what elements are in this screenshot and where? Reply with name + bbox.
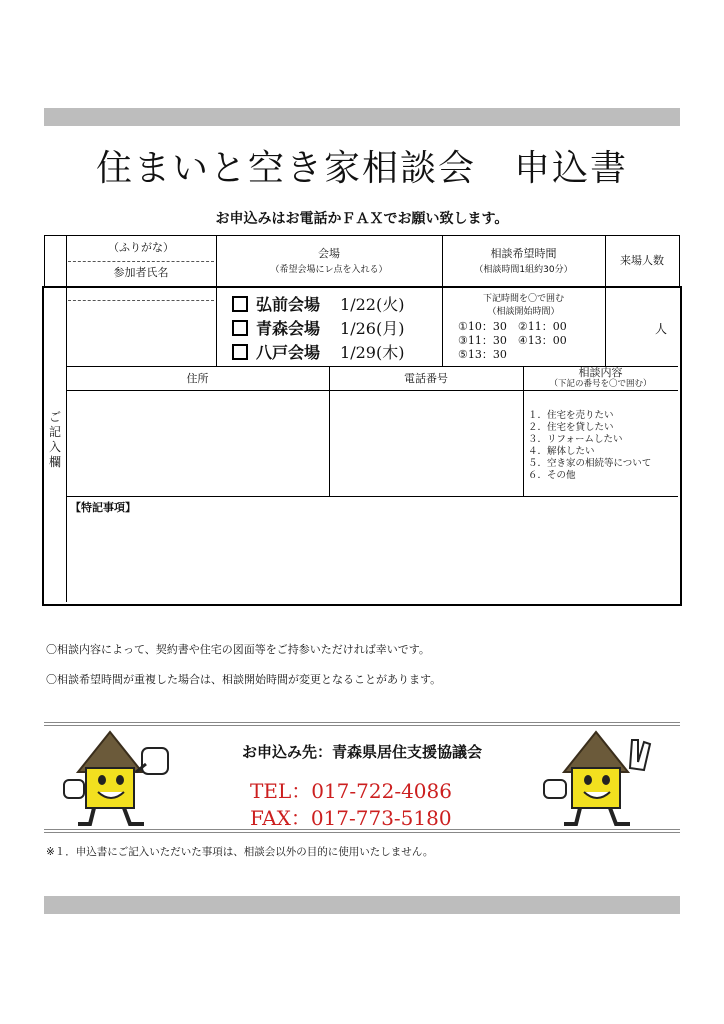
note-2: 〇相談希望時間が重複した場合は、相談開始時間が変更となることがあります。 xyxy=(46,673,442,686)
consult-topic[interactable]: ６．その他 xyxy=(528,470,576,481)
side-label: ご記入欄 xyxy=(48,410,61,469)
contact-title: お申込み先：青森県居住支援協議会 xyxy=(241,743,482,761)
time-slot-row-1[interactable]: ①10：30 ②11：00 xyxy=(458,320,567,333)
remarks-field[interactable] xyxy=(70,516,674,598)
venue-date: 1/22(火) xyxy=(340,295,405,314)
venue-date: 1/26(月) xyxy=(340,319,405,338)
name-header: 参加者氏名 xyxy=(113,266,169,279)
contact-fax: FAX：017-773-5180 xyxy=(250,806,452,830)
house-mascot-right-icon xyxy=(540,728,660,828)
venue-option-1[interactable] xyxy=(232,292,404,315)
attendee-count-field[interactable] xyxy=(608,292,652,362)
venue-date: 1/29(木) xyxy=(340,343,405,362)
name-field[interactable] xyxy=(70,304,212,362)
consult-topic[interactable]: ３．リフォームしたい xyxy=(528,434,623,445)
phone-field[interactable] xyxy=(333,394,519,492)
remarks-label: 【特記事項】 xyxy=(70,501,136,514)
venue-option-2[interactable] xyxy=(232,316,404,339)
time-header: 相談希望時間 xyxy=(490,247,557,260)
page-title: 住まいと空き家相談会 申込書 xyxy=(95,148,628,189)
bottom-bar xyxy=(44,896,680,914)
contact-tel: TEL：017-722-4086 xyxy=(250,779,452,803)
checkbox-icon[interactable] xyxy=(232,320,248,336)
address-header: 住所 xyxy=(186,372,209,385)
subtitle: お申込みはお電話かＦＡＸでお願い致します。 xyxy=(215,211,509,227)
furigana-header: （ふりがな） xyxy=(108,241,174,254)
privacy-note: ※１．申込書にご記入いただいた事項は、相談会以外の目的に使用いたしません。 xyxy=(46,846,434,858)
attendee-unit: 人 xyxy=(655,322,668,336)
house-mascot-left-icon xyxy=(58,728,178,828)
consult-topic-list xyxy=(528,410,651,482)
consult-topic[interactable]: １．住宅を売りたい xyxy=(528,410,614,421)
time-slot-row-2[interactable]: ③11：30 ④13：00 xyxy=(458,334,567,347)
consult-note: （下記の番号を〇で囲む） xyxy=(549,379,652,389)
venue-name: 八戸会場 xyxy=(256,343,321,362)
time-note: （相談時間1組約30分） xyxy=(474,265,573,275)
venue-name: 弘前会場 xyxy=(256,295,321,314)
top-bar xyxy=(44,108,680,126)
checkbox-icon[interactable] xyxy=(232,296,248,312)
venue-header: 会場 xyxy=(318,247,340,260)
consult-header: 相談内容 xyxy=(578,366,623,379)
consult-topic[interactable]: ５．空き家の相続等について xyxy=(528,458,652,469)
time-instruction: 下記時間を〇で囲む xyxy=(482,294,564,304)
time-instruction-sub: （相談開始時間） xyxy=(487,307,560,317)
consult-topic[interactable]: ２．住宅を貸したい xyxy=(528,422,614,433)
time-slot-row-3[interactable]: ⑤13：30 xyxy=(458,348,507,361)
phone-header: 電話番号 xyxy=(404,372,448,385)
venue-note: （希望会場にレ点を入れる） xyxy=(270,265,388,275)
venue-option-3[interactable] xyxy=(232,340,404,363)
attendees-header: 来場人数 xyxy=(620,254,664,267)
note-1: 〇相談内容によって、契約書や住宅の図面等をご持参いただければ幸いです。 xyxy=(46,643,430,656)
venue-name: 青森会場 xyxy=(256,319,321,338)
address-field[interactable] xyxy=(70,394,325,492)
consult-topic[interactable]: ４．解体したい xyxy=(528,446,595,457)
checkbox-icon[interactable] xyxy=(232,344,248,360)
